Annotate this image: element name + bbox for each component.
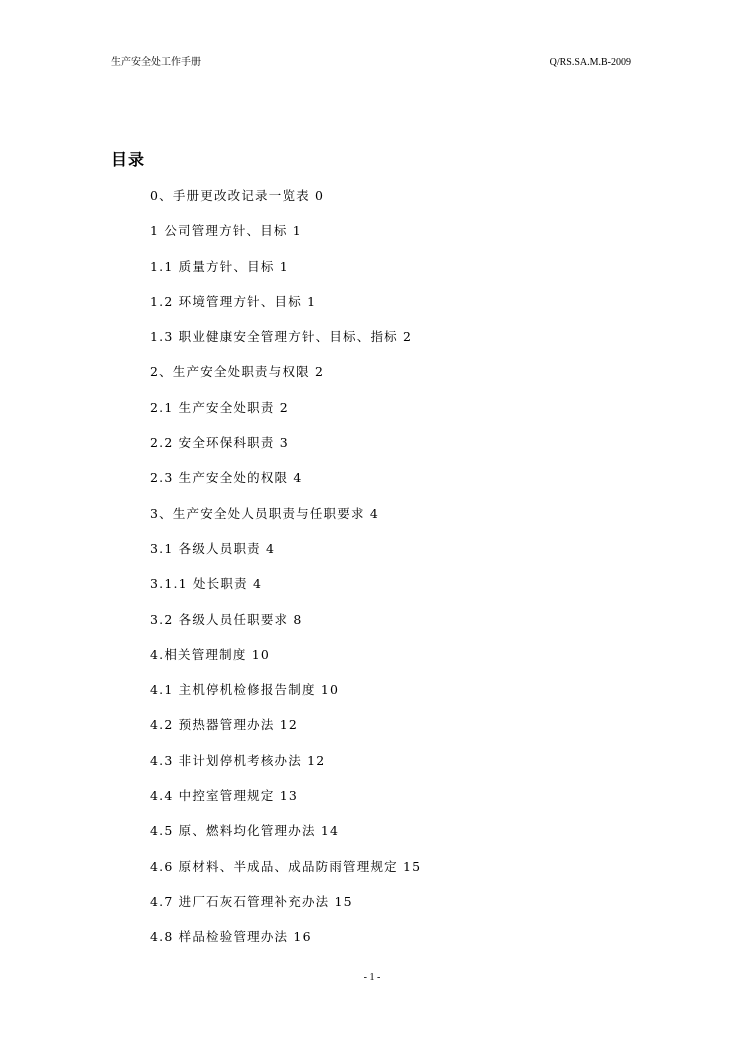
toc-item[interactable]: 1 公司管理方针、目标 1	[150, 223, 302, 239]
toc-item[interactable]: 1.3 职业健康安全管理方针、目标、指标 2	[150, 329, 413, 345]
page-number: - 1 -	[363, 972, 381, 983]
toc-item[interactable]: 3.1 各级人员职责 4	[150, 540, 276, 556]
toc-item[interactable]: 3、生产安全处人员职责与任职要求 4	[150, 505, 379, 521]
toc-title: 目录	[111, 150, 146, 169]
toc-item[interactable]: 4.6 原材料、半成品、成品防雨管理规定 15	[150, 858, 422, 874]
toc-item[interactable]: 4.7 进厂石灰石管理补充办法 15	[150, 893, 353, 909]
toc-item[interactable]: 3.2 各级人员任职要求 8	[150, 611, 303, 627]
toc-list	[150, 186, 421, 963]
header-document-code: Q/RS.SA.M.B-2009	[549, 57, 631, 68]
toc-item[interactable]: 4.相关管理制度 10	[150, 646, 271, 662]
toc-item[interactable]: 4.2 预热器管理办法 12	[150, 717, 299, 733]
toc-item[interactable]: 4.3 非计划停机考核办法 12	[150, 752, 326, 768]
toc-item[interactable]: 2.1 生产安全处职责 2	[150, 399, 289, 415]
toc-item[interactable]: 4.8 样品检验管理办法 16	[150, 929, 312, 945]
toc-item[interactable]: 2、生产安全处职责与权限 2	[150, 364, 325, 380]
toc-item[interactable]: 2.2 安全环保科职责 3	[150, 435, 289, 451]
toc-item[interactable]: 1.1 质量方针、目标 1	[150, 258, 289, 274]
toc-item[interactable]: 4.1 主机停机检修报告制度 10	[150, 682, 340, 698]
page-header	[111, 55, 631, 71]
toc-item[interactable]: 2.3 生产安全处的权限 4	[150, 470, 303, 486]
toc-item[interactable]: 3.1.1 处长职责 4	[150, 576, 263, 592]
header-manual-title: 生产安全处工作手册	[111, 57, 201, 68]
toc-item[interactable]: 1.2 环境管理方针、目标 1	[150, 293, 317, 309]
toc-item[interactable]: 4.5 原、燃料均化管理办法 14	[150, 823, 340, 839]
toc-item[interactable]: 0、手册更改改记录一览表 0	[150, 188, 325, 203]
toc-item[interactable]: 4.4 中控室管理规定 13	[150, 788, 299, 804]
